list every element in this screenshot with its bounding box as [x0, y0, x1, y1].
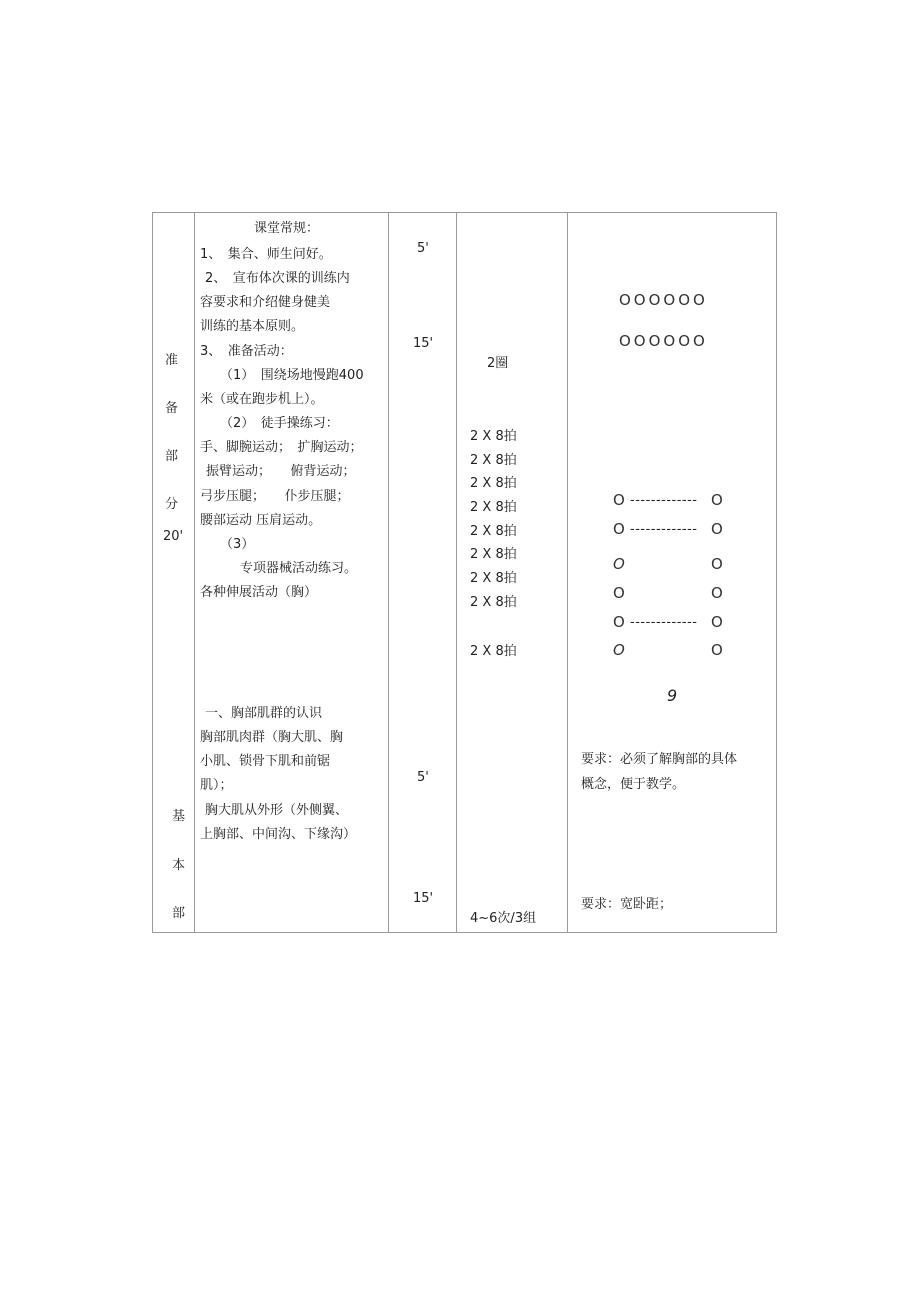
pair-left: O: [613, 520, 628, 538]
time-value: 15': [413, 891, 434, 906]
table-col-border: [776, 212, 777, 933]
time-value: 5': [417, 241, 429, 256]
content-line: 一、胸部肌群的认识: [205, 706, 323, 721]
pair-left: O: [613, 641, 628, 659]
pair-right: O: [711, 491, 726, 509]
content-line: 1、 集合、师生问好。: [200, 247, 332, 262]
section-basic-char: 本: [172, 858, 186, 873]
section-basic-char: 部: [172, 906, 186, 921]
content-line: 课堂常规：: [254, 221, 320, 236]
content-line: 3、 准备活动：: [200, 344, 293, 359]
amount-value: 2 X 8拍: [470, 644, 517, 659]
content-line: 胸部肌肉群（胸大肌、胸: [200, 730, 344, 745]
content-line: （2） 徒手操练习：: [220, 416, 339, 431]
amount-value: 2圈: [487, 356, 509, 371]
amount-value: 2 X 8拍: [470, 453, 517, 468]
requirement-text: 概念，便于教学。: [581, 777, 686, 792]
pair-left: O: [613, 613, 628, 631]
content-line: 弓步压腿； 仆步压腿；: [200, 489, 350, 504]
formation-row: OOOOOO: [619, 291, 708, 309]
table-col-border: [388, 212, 389, 933]
formation-row: OOOOOO: [619, 332, 708, 350]
content-line: 专项器械活动练习。: [240, 561, 358, 576]
content-line: 2、 宣布体次课的训练内: [205, 271, 350, 286]
content-line: 振臂运动； 俯背运动；: [206, 464, 356, 479]
content-line: 各种伸展活动（胸）: [200, 585, 318, 600]
pair-right: O: [711, 520, 726, 538]
content-line: 肌）；: [200, 778, 233, 793]
table-col-border: [152, 212, 153, 933]
content-line: 米（或在跑步机上）。: [200, 392, 324, 407]
pair-right: O: [711, 555, 726, 573]
pair-dash: -------------: [630, 493, 698, 508]
requirement-text: 要求：宽卧距；: [581, 897, 673, 912]
pair-right: O: [711, 641, 726, 659]
amount-value: 2 X 8拍: [470, 500, 517, 515]
table-top-border: [152, 212, 777, 213]
pair-left: O: [613, 555, 628, 573]
section-prep-char: 备: [165, 401, 179, 416]
content-line: 训练的基本原则。: [200, 319, 305, 334]
section-prep-duration: 20': [163, 529, 184, 544]
table-col-border: [456, 212, 457, 933]
amount-value: 2 X 8拍: [470, 595, 517, 610]
requirement-text: 要求：必须了解胸部的具体: [581, 752, 738, 767]
pair-right: O: [711, 613, 726, 631]
amount-value: 2 X 8拍: [470, 429, 517, 444]
content-line: （3）: [220, 537, 255, 552]
table-col-border: [567, 212, 568, 933]
pair-dash: -------------: [630, 522, 698, 537]
content-line: 小肌、锁骨下肌和前锯: [200, 754, 331, 769]
table-col-border: [194, 212, 195, 933]
content-line: 腰部运动 压肩运动。: [200, 513, 322, 528]
section-prep-char: 部: [165, 449, 179, 464]
content-line: （1） 围绕场地慢跑400: [220, 368, 364, 383]
amount-value: 2 X 8拍: [470, 524, 517, 539]
pair-right: O: [711, 584, 726, 602]
amount-value: 2 X 8拍: [470, 476, 517, 491]
amount-value: 2 X 8拍: [470, 547, 517, 562]
amount-value: 2 X 8拍: [470, 571, 517, 586]
table-bottom-border: [152, 932, 777, 933]
content-line: 上胸部、中间沟、下缘沟）: [200, 827, 357, 842]
section-prep-char: 准: [165, 353, 179, 368]
content-line: 胸大肌从外形（外侧翼、: [205, 803, 349, 818]
section-prep-char: 分: [165, 497, 179, 512]
time-value: 15': [413, 336, 434, 351]
pair-dash: -------------: [630, 615, 698, 630]
formation-mark: 9: [667, 686, 678, 705]
pair-left: O: [613, 491, 628, 509]
section-basic-char: 基: [172, 809, 186, 824]
content-line: 容要求和介绍健身健美: [200, 295, 331, 310]
pair-left: O: [613, 584, 628, 602]
amount-value: 4~6次/3组: [470, 911, 537, 926]
content-line: 手、脚腕运动； 扩胸运动；: [200, 440, 363, 455]
time-value: 5': [417, 770, 429, 785]
